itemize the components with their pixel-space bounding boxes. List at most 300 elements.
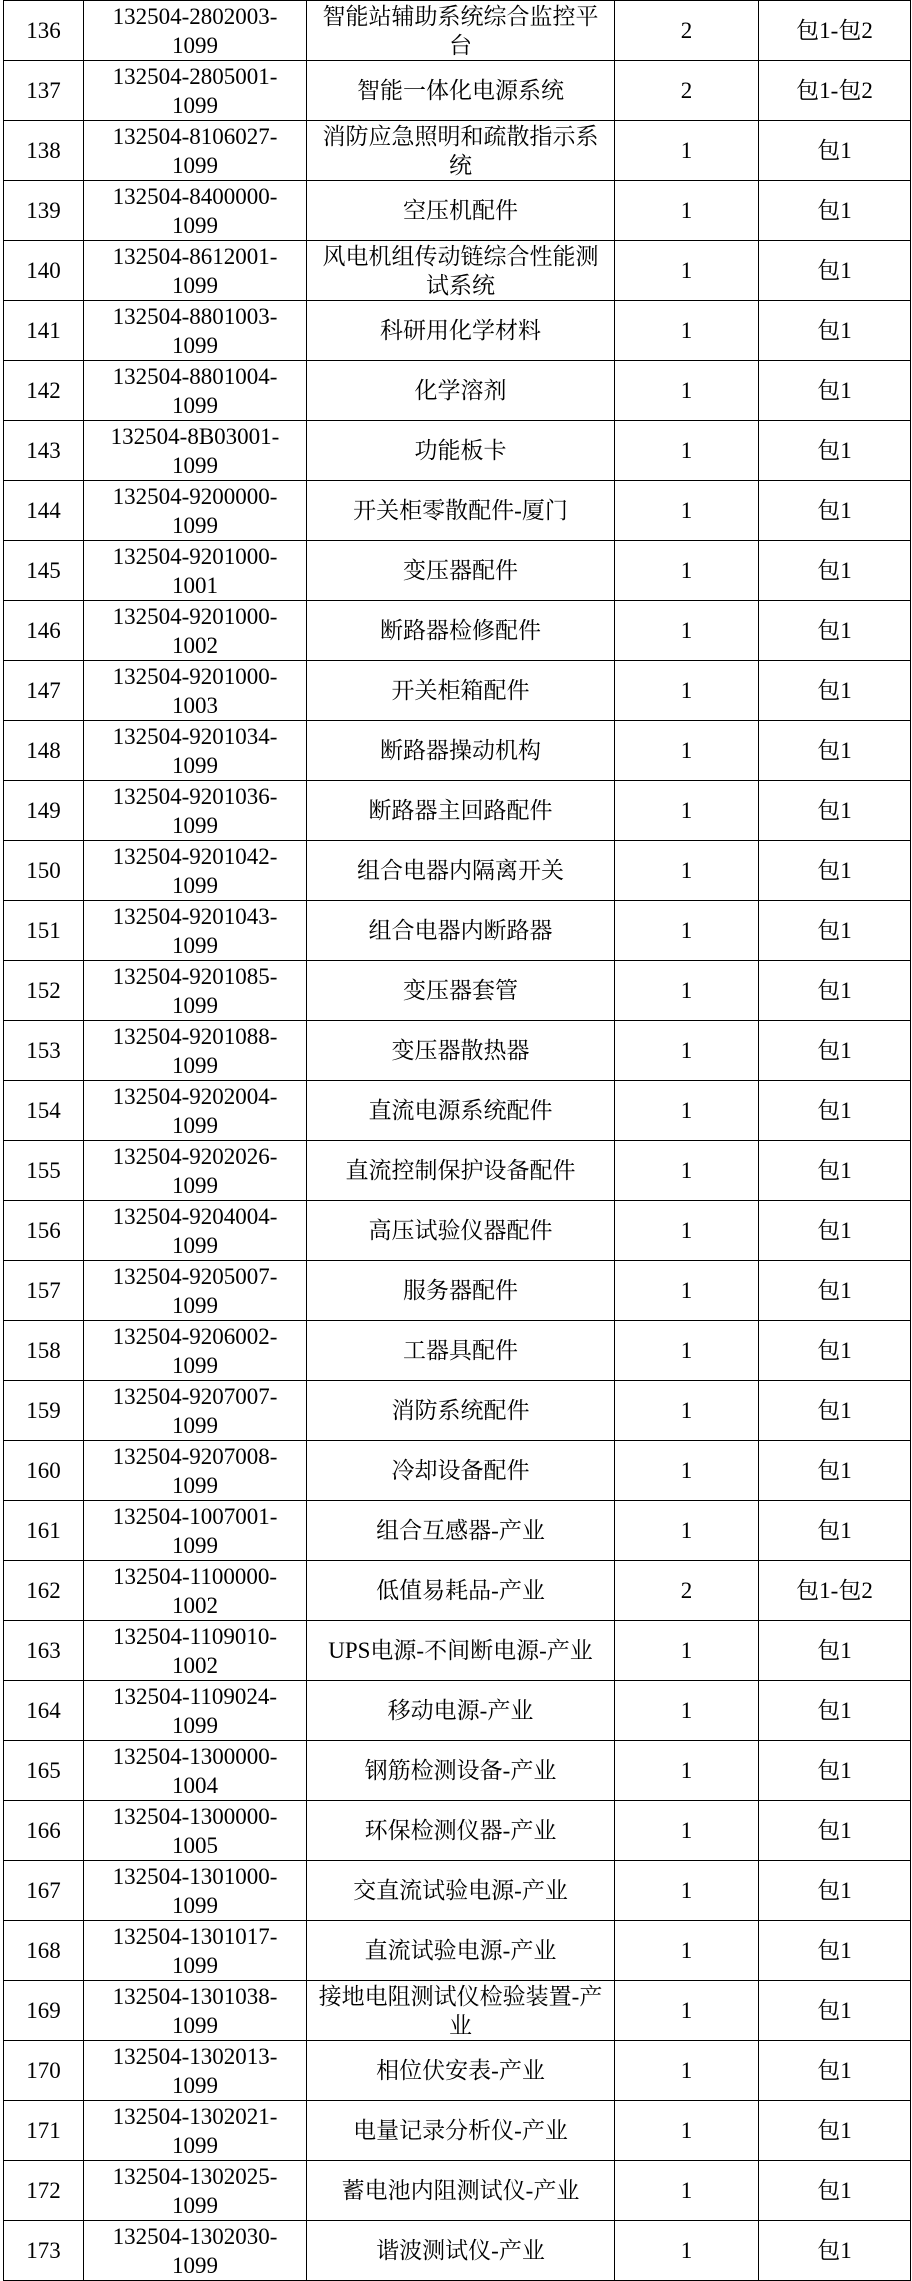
package-cell: [759, 1321, 911, 1381]
item-name-cell: [307, 1681, 615, 1741]
quantity-cell: [615, 1441, 759, 1501]
item-code-line: 132504-1109024-: [113, 1683, 277, 1709]
table-row: [4, 361, 911, 421]
item-name: 变压器配件: [403, 558, 518, 583]
row-number-cell: [4, 1861, 84, 1921]
item-name: 组合电器内断路器: [368, 918, 553, 943]
package: 包1: [817, 978, 852, 1003]
item-code-cell: [84, 121, 307, 181]
item-code-line: 1099: [172, 512, 218, 538]
quantity-cell: [615, 841, 759, 901]
item-code-line: 1099: [172, 272, 218, 298]
item-code-line: 1099: [172, 92, 218, 118]
item-name-cell: [307, 961, 615, 1021]
row-number-cell: [4, 1441, 84, 1501]
item-name-cell: [307, 2161, 615, 2221]
package-cell: [759, 1261, 911, 1321]
item-name: 工器具配件: [403, 1338, 518, 1363]
table-row: [4, 481, 911, 541]
item-code-line: 132504-2802003-: [112, 3, 278, 29]
item-code-line: 132504-1302030-: [112, 2223, 278, 2249]
quantity-cell: [615, 241, 759, 301]
row-number-cell: [4, 361, 84, 421]
row-number: 145: [26, 558, 61, 583]
item-code-cell: [84, 781, 307, 841]
table-row: [4, 2101, 911, 2161]
item-name-cell: [307, 121, 615, 181]
item-code-line: 1099: [172, 752, 218, 778]
row-number-cell: [4, 2041, 84, 2101]
quantity: 1: [680, 2178, 693, 2203]
package: 包1: [817, 858, 852, 883]
table-row: [4, 1141, 911, 1201]
row-number: 137: [26, 78, 61, 103]
row-number: 171: [26, 2118, 61, 2143]
item-name: 功能板卡: [414, 438, 507, 463]
package: 包1: [817, 378, 852, 403]
package: 包1-包2: [796, 1578, 873, 1603]
quantity: 1: [680, 1698, 693, 1723]
item-name-cell: [307, 1981, 615, 2041]
table-row: [4, 781, 911, 841]
row-number-cell: [4, 661, 84, 721]
item-name: 智能站辅助系统综合监控平台: [322, 3, 599, 58]
item-name: 断路器主回路配件: [368, 798, 553, 823]
quantity-cell: [615, 421, 759, 481]
item-code-cell: [84, 841, 307, 901]
row-number-cell: [4, 1321, 84, 1381]
row-number: 152: [26, 978, 61, 1003]
item-code-cell: [84, 61, 307, 121]
item-code-line: 132504-1301000-: [112, 1863, 278, 1889]
quantity: 2: [680, 18, 693, 43]
table-row: [4, 1561, 911, 1621]
quantity: 1: [680, 258, 693, 283]
item-name: 开关柜零散配件-厦门: [353, 498, 568, 523]
quantity: 1: [680, 198, 693, 223]
table-row: [4, 1921, 911, 1981]
item-name-cell: [307, 301, 615, 361]
quantity-cell: [615, 1801, 759, 1861]
item-code-cell: [84, 1141, 307, 1201]
package-cell: [759, 61, 911, 121]
item-name-cell: [307, 1921, 615, 1981]
item-code-line: 1099: [172, 2132, 218, 2158]
item-code-line: 132504-1302013-: [112, 2043, 278, 2069]
quantity-cell: [615, 1381, 759, 1441]
table-row: [4, 1081, 911, 1141]
item-name-cell: [307, 1801, 615, 1861]
item-code-cell: [84, 421, 307, 481]
package-cell: [759, 1921, 911, 1981]
item-code-line: 132504-9200000-: [112, 483, 278, 509]
package: 包1: [817, 198, 852, 223]
item-code-line: 1099: [172, 1232, 218, 1258]
row-number: 162: [26, 1578, 61, 1603]
item-name: 电量记录分析仪-产业: [353, 2118, 568, 2143]
item-code-line: 132504-1302025-: [112, 2163, 278, 2189]
item-code-line: 1099: [172, 212, 218, 238]
item-code-line: 132504-9201088-: [112, 1023, 278, 1049]
quantity-cell: [615, 1, 759, 61]
quantity: 1: [680, 618, 693, 643]
quantity-cell: [615, 1501, 759, 1561]
item-code-line: 132504-1300000-: [112, 1743, 278, 1769]
row-number: 160: [26, 1458, 61, 1483]
quantity: 1: [680, 858, 693, 883]
table-row: [4, 1021, 911, 1081]
item-name: 断路器检修配件: [380, 618, 541, 643]
item-name-cell: [307, 1621, 615, 1681]
item-code-line: 1003: [172, 692, 218, 718]
item-name: 消防应急照明和疏散指示系统: [322, 123, 599, 178]
item-code-cell: [84, 181, 307, 241]
item-name-cell: [307, 2041, 615, 2101]
item-name-cell: [307, 241, 615, 301]
package-cell: [759, 1681, 911, 1741]
item-code-cell: [84, 721, 307, 781]
row-number-cell: [4, 601, 84, 661]
table-row: [4, 1681, 911, 1741]
item-code-cell: [84, 541, 307, 601]
table-row: [4, 2161, 911, 2221]
quantity-cell: [615, 661, 759, 721]
item-code-line: 132504-9201043-: [112, 903, 278, 929]
table-row: [4, 1501, 911, 1561]
quantity: 1: [680, 1758, 693, 1783]
row-number-cell: [4, 241, 84, 301]
item-code-line: 1099: [172, 1052, 218, 1078]
package-cell: [759, 541, 911, 601]
table-row: [4, 1261, 911, 1321]
item-name: 空压机配件: [403, 198, 518, 223]
item-code-line: 1099: [172, 452, 218, 478]
package: 包1: [817, 1218, 852, 1243]
row-number-cell: [4, 61, 84, 121]
item-code-line: 132504-1300000-: [112, 1803, 278, 1829]
item-code-cell: [84, 241, 307, 301]
item-code-line: 132504-8B03001-: [110, 423, 280, 449]
package-cell: [759, 2041, 911, 2101]
package-cell: [759, 961, 911, 1021]
item-name: 变压器套管: [403, 978, 518, 1003]
table-row: [4, 841, 911, 901]
item-name: 钢筋检测设备-产业: [364, 1758, 557, 1783]
item-code-line: 132504-1109010-: [113, 1623, 277, 1649]
item-name: 消防系统配件: [391, 1398, 530, 1423]
item-name-cell: [307, 181, 615, 241]
package: 包1: [817, 138, 852, 163]
item-code-line: 1099: [172, 1172, 218, 1198]
row-number-cell: [4, 481, 84, 541]
row-number: 146: [26, 618, 61, 643]
row-number: 147: [26, 678, 61, 703]
item-code-line: 1099: [172, 1712, 218, 1738]
item-name-cell: [307, 481, 615, 541]
package: 包1: [817, 1518, 852, 1543]
item-code-cell: [84, 481, 307, 541]
item-code-line: 1099: [172, 2072, 218, 2098]
item-code-line: 132504-9207007-: [112, 1383, 278, 1409]
quantity-cell: [615, 2041, 759, 2101]
quantity-cell: [615, 901, 759, 961]
package: 包1: [817, 438, 852, 463]
item-code-cell: [84, 2221, 307, 2281]
row-number-cell: [4, 121, 84, 181]
package-cell: [759, 2221, 911, 2281]
quantity: 1: [680, 738, 693, 763]
package: 包1: [817, 2178, 852, 2203]
table-row: [4, 2221, 911, 2281]
quantity-cell: [615, 1621, 759, 1681]
quantity-cell: [615, 1201, 759, 1261]
row-number-cell: [4, 1501, 84, 1561]
item-name-cell: [307, 1141, 615, 1201]
package: 包1: [817, 1398, 852, 1423]
item-name: 环保检测仪器-产业: [364, 1818, 557, 1843]
row-number-cell: [4, 541, 84, 601]
item-code-line: 132504-9202026-: [112, 1143, 278, 1169]
item-code-cell: [84, 2161, 307, 2221]
row-number: 148: [26, 738, 61, 763]
package-cell: [759, 1561, 911, 1621]
quantity: 1: [680, 1098, 693, 1123]
item-code-cell: [84, 1861, 307, 1921]
package: 包1: [817, 558, 852, 583]
package-cell: [759, 841, 911, 901]
item-code-cell: [84, 661, 307, 721]
table-row: [4, 1741, 911, 1801]
item-code-line: 132504-1100000-: [113, 1563, 277, 1589]
package-cell: [759, 1441, 911, 1501]
table-row: [4, 181, 911, 241]
row-number-cell: [4, 2101, 84, 2161]
row-number: 157: [26, 1278, 61, 1303]
item-code-line: 1099: [172, 1472, 218, 1498]
item-name: 组合互感器-产业: [376, 1518, 545, 1543]
item-name: 接地电阻测试仪检验装置-产业: [318, 1983, 603, 2038]
package-cell: [759, 2101, 911, 2161]
item-name: 开关柜箱配件: [391, 678, 530, 703]
item-code-line: 132504-9205007-: [112, 1263, 278, 1289]
table-row: [4, 301, 911, 361]
item-code-line: 1099: [172, 992, 218, 1018]
row-number-cell: [4, 1981, 84, 2041]
item-code-cell: [84, 1381, 307, 1441]
row-number-cell: [4, 961, 84, 1021]
quantity: 1: [680, 498, 693, 523]
item-code-cell: [84, 1801, 307, 1861]
item-code-cell: [84, 1621, 307, 1681]
row-number: 156: [26, 1218, 61, 1243]
item-code-cell: [84, 1441, 307, 1501]
quantity-cell: [615, 961, 759, 1021]
row-number-cell: [4, 181, 84, 241]
row-number: 163: [26, 1638, 61, 1663]
table-row: [4, 1621, 911, 1681]
quantity-cell: [615, 1081, 759, 1141]
package: 包1: [817, 798, 852, 823]
item-code-line: 1002: [172, 1592, 218, 1618]
item-code-cell: [84, 1261, 307, 1321]
table-row: [4, 421, 911, 481]
package: 包1: [817, 1098, 852, 1123]
package: 包1: [817, 2058, 852, 2083]
package-cell: [759, 1621, 911, 1681]
row-number: 141: [26, 318, 61, 343]
quantity-cell: [615, 2221, 759, 2281]
row-number: 144: [26, 498, 61, 523]
item-code-line: 132504-9201036-: [112, 783, 278, 809]
item-code-cell: [84, 1201, 307, 1261]
item-code-cell: [84, 2101, 307, 2161]
item-name: 断路器操动机构: [380, 738, 541, 763]
quantity-cell: [615, 181, 759, 241]
item-code-line: 132504-9207008-: [112, 1443, 278, 1469]
package-cell: [759, 2161, 911, 2221]
row-number-cell: [4, 1, 84, 61]
item-code-cell: [84, 1741, 307, 1801]
item-name-cell: [307, 901, 615, 961]
package: 包1: [817, 1758, 852, 1783]
row-number: 142: [26, 378, 61, 403]
item-name-cell: [307, 661, 615, 721]
package-cell: [759, 601, 911, 661]
row-number-cell: [4, 1081, 84, 1141]
package: 包1: [817, 1038, 852, 1063]
quantity-cell: [615, 1981, 759, 2041]
quantity: 1: [680, 138, 693, 163]
package: 包1: [817, 318, 852, 343]
item-code-line: 132504-1302021-: [112, 2103, 278, 2129]
item-code-cell: [84, 1681, 307, 1741]
item-code-cell: [84, 1921, 307, 1981]
quantity: 1: [680, 1278, 693, 1303]
package-cell: [759, 361, 911, 421]
table-row: [4, 1441, 911, 1501]
package: 包1: [817, 1878, 852, 1903]
row-number: 139: [26, 198, 61, 223]
item-name: 交直流试验电源-产业: [353, 1878, 568, 1903]
item-code-cell: [84, 961, 307, 1021]
row-number: 155: [26, 1158, 61, 1183]
quantity: 1: [680, 1038, 693, 1063]
row-number: 169: [26, 1998, 61, 2023]
package: 包1-包2: [796, 18, 873, 43]
quantity-cell: [615, 1741, 759, 1801]
item-code-line: 132504-9201000-: [112, 543, 278, 569]
item-code-line: 1099: [172, 812, 218, 838]
item-name: 冷却设备配件: [391, 1458, 530, 1483]
quantity: 1: [680, 2058, 693, 2083]
package: 包1: [817, 1278, 852, 1303]
package: 包1-包2: [796, 78, 873, 103]
package-cell: [759, 781, 911, 841]
row-number: 154: [26, 1098, 61, 1123]
item-name-cell: [307, 1441, 615, 1501]
table-row: [4, 1, 911, 61]
item-code-line: 1099: [172, 2192, 218, 2218]
quantity-cell: [615, 61, 759, 121]
quantity: 2: [680, 78, 693, 103]
row-number-cell: [4, 1201, 84, 1261]
quantity: 1: [680, 1398, 693, 1423]
package-cell: [759, 1861, 911, 1921]
item-code-line: 1099: [172, 1892, 218, 1918]
table-row: [4, 901, 911, 961]
quantity-cell: [615, 1261, 759, 1321]
package-cell: [759, 1981, 911, 2041]
item-code-line: 132504-1301017-: [112, 1923, 278, 1949]
package-cell: [759, 1081, 911, 1141]
item-code-line: 1099: [172, 1532, 218, 1558]
table-row: [4, 121, 911, 181]
package: 包1: [817, 1638, 852, 1663]
quantity: 1: [680, 1938, 693, 1963]
package: 包1: [817, 1698, 852, 1723]
table-row: [4, 241, 911, 301]
item-name-cell: [307, 841, 615, 901]
row-number: 136: [26, 18, 61, 43]
row-number: 161: [26, 1518, 61, 1543]
row-number-cell: [4, 1801, 84, 1861]
row-number-cell: [4, 2221, 84, 2281]
table-row: [4, 1381, 911, 1441]
row-number: 172: [26, 2178, 61, 2203]
quantity-cell: [615, 1861, 759, 1921]
item-code-cell: [84, 1501, 307, 1561]
item-code-line: 132504-9201034-: [112, 723, 278, 749]
item-name: 相位伏安表-产业: [376, 2058, 545, 2083]
item-code-line: 1004: [172, 1772, 218, 1798]
item-name-cell: [307, 1861, 615, 1921]
row-number: 165: [26, 1758, 61, 1783]
quantity-cell: [615, 781, 759, 841]
item-code-cell: [84, 1321, 307, 1381]
row-number-cell: [4, 1681, 84, 1741]
item-name: 高压试验仪器配件: [368, 1218, 553, 1243]
item-code-line: 132504-8801004-: [112, 363, 278, 389]
table-row: [4, 661, 911, 721]
quantity: 1: [680, 1638, 693, 1663]
item-name: 移动电源-产业: [387, 1698, 534, 1723]
quantity: 1: [680, 978, 693, 1003]
quantity-cell: [615, 1921, 759, 1981]
package: 包1: [817, 918, 852, 943]
item-name: 直流控制保护设备配件: [345, 1158, 576, 1183]
item-name-cell: [307, 1501, 615, 1561]
package: 包1: [817, 1998, 852, 2023]
item-code-cell: [84, 1561, 307, 1621]
quantity-cell: [615, 721, 759, 781]
item-code-cell: [84, 2041, 307, 2101]
quantity: 1: [680, 1338, 693, 1363]
item-code-cell: [84, 361, 307, 421]
package-cell: [759, 721, 911, 781]
item-name: UPS电源-不间断电源-产业: [328, 1638, 593, 1663]
row-number: 159: [26, 1398, 61, 1423]
quantity-cell: [615, 2161, 759, 2221]
quantity-cell: [615, 481, 759, 541]
row-number: 143: [26, 438, 61, 463]
item-name-cell: [307, 421, 615, 481]
row-number-cell: [4, 421, 84, 481]
row-number-cell: [4, 1561, 84, 1621]
item-name: 变压器散热器: [391, 1038, 530, 1063]
package: 包1: [817, 1458, 852, 1483]
row-number-cell: [4, 1921, 84, 1981]
item-code-line: 132504-9204004-: [112, 1203, 278, 1229]
